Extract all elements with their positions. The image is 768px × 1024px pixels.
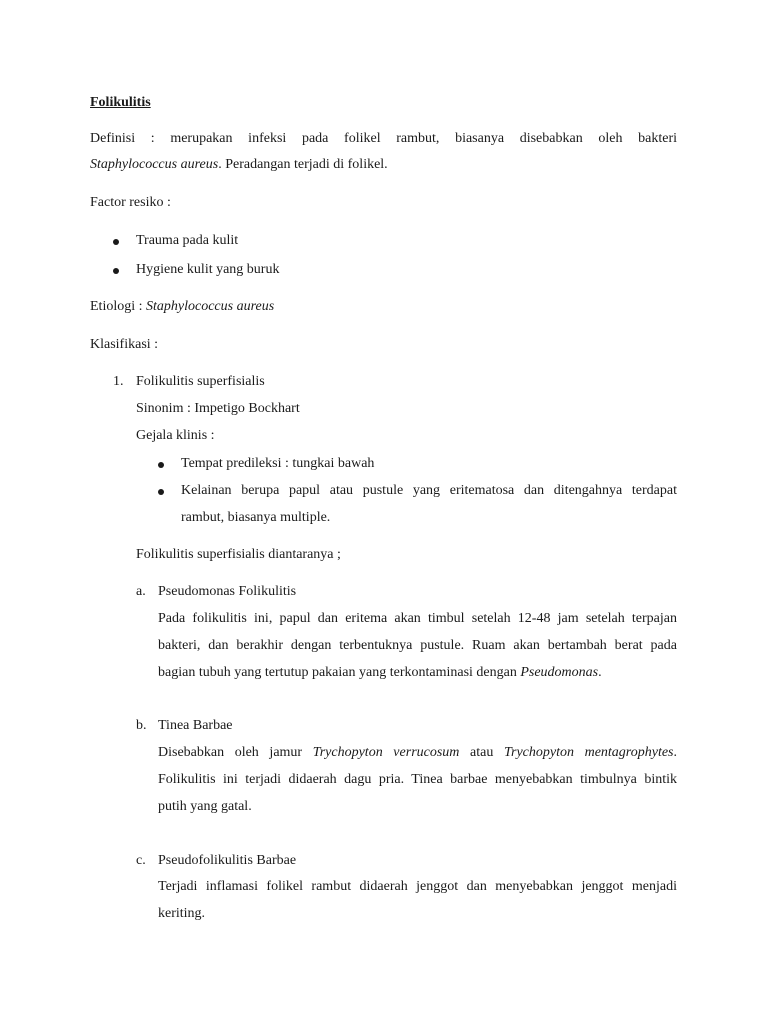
sub-b-title: Tinea Barbae bbox=[158, 718, 233, 733]
gejala-item: Kelainan berupa papul atau pustule yang eritematosa dan ditengahnya terdapat bbox=[181, 483, 677, 498]
page-title: Folikulitis bbox=[90, 95, 151, 110]
organism-name: Staphylococcus aureus bbox=[90, 157, 219, 172]
sub-a-letter: a. bbox=[136, 584, 146, 599]
bullet-icon bbox=[158, 489, 164, 495]
sub-a-line-3 bbox=[158, 664, 602, 682]
item-1-sinonim: Sinonim : Impetigo Bockhart bbox=[136, 401, 300, 416]
sub-b-letter: b. bbox=[136, 718, 147, 733]
sub-a-line-3-text: bagian tubuh yang tertutup pakaian yang terkontaminasi dengan bbox=[158, 665, 521, 680]
definisi-line-2 bbox=[90, 156, 388, 174]
bullet-icon bbox=[158, 462, 164, 468]
etiologi-value: Staphylococcus aureus bbox=[146, 299, 275, 314]
sub-a-line-1: Pada folikulitis ini, papul dan eritema akan timbul setelah 12-48 jam setelah terpajan bbox=[158, 611, 677, 626]
bullet-icon bbox=[113, 239, 119, 245]
factor-item: Trauma pada kulit bbox=[136, 233, 239, 248]
bullet-icon bbox=[113, 268, 119, 274]
item-1-number: 1. bbox=[113, 374, 124, 389]
sub-a-line-2: bakteri, dan berakhir dengan terbentuknya pustule. Ruam akan bertambah berat pada bbox=[158, 638, 677, 653]
item-1-title: Folikulitis superfisialis bbox=[136, 374, 265, 389]
sub-a-line-3-end: . bbox=[598, 665, 602, 680]
sub-b-line-3: putih yang gatal. bbox=[158, 799, 252, 814]
etiologi-label: Etiologi : bbox=[90, 299, 146, 314]
sub-c-letter: c. bbox=[136, 853, 146, 868]
sub-b-line-1 bbox=[158, 744, 677, 762]
gejala-item-cont: rambut, biasanya multiple. bbox=[181, 510, 331, 525]
sub-b-organism-1: Trychopyton verrucosum bbox=[312, 745, 460, 760]
diantaranya-line: Folikulitis superfisialis diantaranya ; bbox=[136, 547, 341, 562]
sub-c-line-2: keriting. bbox=[158, 906, 206, 921]
sub-c-title: Pseudofolikulitis Barbae bbox=[158, 853, 297, 868]
klasifikasi-label: Klasifikasi : bbox=[90, 337, 159, 352]
sub-b-line-1-end: . bbox=[673, 745, 678, 760]
sub-b-organism-2: Trychopyton mentagrophytes bbox=[503, 745, 674, 760]
sub-b-line-1-pre: Disebabkan oleh jamur bbox=[158, 745, 313, 760]
factor-label: Factor resiko : bbox=[90, 195, 171, 210]
etiologi-line bbox=[90, 298, 274, 316]
definisi-rest: . Peradangan terjadi di folikel. bbox=[218, 157, 388, 172]
sub-b-line-2: Folikulitis ini terjadi didaerah dagu pria. Tinea barbae menyebabkan timbulnya bintik bbox=[158, 772, 677, 787]
sub-a-organism: Pseudomonas bbox=[520, 665, 599, 680]
definisi-line-1: Definisi : merupakan infeksi pada folikel rambut, biasanya disebabkan oleh bakteri bbox=[90, 131, 677, 146]
sub-b-line-1-mid: atau bbox=[459, 745, 504, 760]
item-1-gejala: Gejala klinis : bbox=[136, 428, 215, 443]
sub-a-title: Pseudomonas Folikulitis bbox=[158, 584, 297, 599]
sub-c-line-1: Terjadi inflamasi folikel rambut didaerah jenggot dan menyebabkan jenggot menjadi bbox=[158, 879, 677, 894]
gejala-item: Tempat predileksi : tungkai bawah bbox=[181, 456, 375, 471]
factor-item: Hygiene kulit yang buruk bbox=[136, 262, 280, 277]
